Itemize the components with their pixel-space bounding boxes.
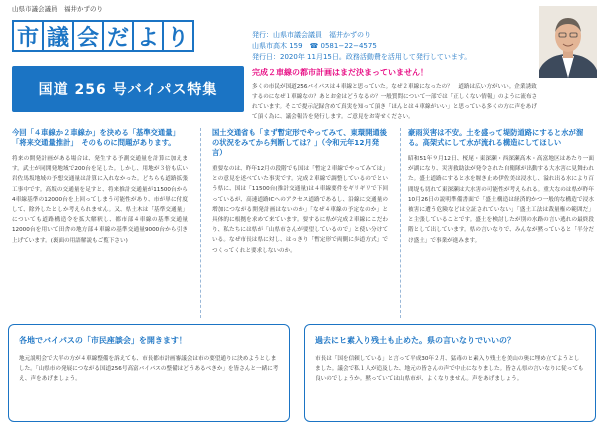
masthead-char: 市 <box>12 20 44 52</box>
masthead-char: だ <box>102 20 134 52</box>
box-body: 地元説明会で大半の方が４車線整備を訴えても、市長都市計画審議会は市の要望通りに決めようとしました。「山県市の発展につながる国道256号高富バイパスの整備はどうあるべきか」を皆さんと一緒に考え、声をあげましょう。 <box>19 356 279 382</box>
article-column-3 <box>408 128 594 246</box>
box-title: 各地でバイパスの「市民座談会」を開きます！ <box>19 336 187 345</box>
box-title: 過去にヒ素入り残土も止めた。県の言いなりでいいの？ <box>315 336 515 345</box>
info-box-arsenic <box>304 324 596 422</box>
masthead-char: り <box>162 20 194 52</box>
intro-text: 多くの市民が国道256バイパスは４車線と思っていた。なぜ２車線になったの？ 道路は広い方がいい。企業誘致するのになぜ１車線なの？あとお金はどうなるの？一般質問について一部では「正しくない情報」のように流布されています。そこで提示記録含めて真実を知って頂き「ほんとは４車線がいい」と思っている多くの方に声をあげて頂く為に、議会報告を発行します。ご意見をお寄せください。 <box>252 84 538 120</box>
publisher-line: 発行日：2020年 11月15日。政務活動費を活用して発行しています。 <box>252 53 472 61</box>
publisher-line: 発行：山県市議会議員 福井かずのり <box>252 31 371 39</box>
column-divider <box>200 128 201 318</box>
header-small-label: 山県市議会議員 福井かずのり <box>12 5 103 13</box>
masthead-char: 会 <box>72 20 104 52</box>
masthead <box>12 20 192 52</box>
box-body: 市長は「国を信頼している」と言って平成30年２月、猛毒のヒ素入り残土を美山の奥に埋め立てようとしました。議会で私１人が追及した、地元の皆さんの声で中止になりました。皆さん県の言いなりに従っても良いのでしょうか。黙っていては山県市が、よくなりません。声をあげましょう。 <box>315 356 584 382</box>
article-column-1 <box>12 128 188 246</box>
headline: 完成２車線の都市計画はまだ決まっていません！ <box>252 68 428 77</box>
article-heading: 豪雨災害は不安。土を盛って堤防道路にすると水が溜る。高架式にして水が流れる構造にしてほしい <box>408 128 584 147</box>
author-photo <box>539 6 597 78</box>
article-body: 重要なのは、昨年12月の段階でも国は「暫定２車線でやってみては」との意見を述べていた事実です。完成２車線で調整しているのでという県に、国は「11500台(推計交通量)は４車線要件をギリギリで下回っているが、高速道路ICへのアクセス道路であるし、沿線に交通量の増加につながる開発計画はないのか」「なぜ４車線の予定なのか」と具体的に根拠を求めて来ています。要するに県が完成２車線にこだわり、私たちには県が「山県市さんが要望しているので」と使い分けている。なぜ市長は県に対し、はっきり「暫定形で両側に歩道方式」でつくってくれと要求しないのか。 <box>212 166 388 254</box>
article-heading: 国土交通省も「まず暫定形でやってみて、東環開通後の状況をみてから判断しては？」（令和元年12月発言） <box>212 128 387 157</box>
article-body: 昭和51年９月12日、桜尾・東深瀬・西深瀬高木・高富地区はあたり一面が湖になり、災害救助法が発令された自衛隊が出動する大水害に見舞われた。盛土道路にすると水を堰き止め伊佐美は浸水し、溢れ出る水により百間堤も切れて東深瀬は大水害の可能性が考えられる。重大なのは県が昨年10月26日の説明準備書面で「盛土構造は経済的かつ一般的な構造で浸水被害に遭う危険などは立証されていない」「盛土工法は裁量権の範囲だ」と主張していることです。盛土を検討したが別の水路の言い逃れの最終段階として出しています。県の言いなりで、みんなが黙っていると「半分だけ盛土」で事業が進みます。 <box>408 156 594 244</box>
column-divider <box>400 128 401 318</box>
info-box-forum <box>8 324 290 422</box>
publisher-line: 山県市高木 159 ☎ 0581−22−4575 <box>252 42 377 50</box>
article-column-2 <box>212 128 388 256</box>
masthead-char: よ <box>132 20 164 52</box>
feature-banner: 国道 256 号バイパス特集 <box>12 66 244 112</box>
publisher-info <box>252 30 471 63</box>
article-body: 将来の開発計画がある場合は、発生する予測交通量を計算に加えます。武士が同開発地域で200台を足した。しかし、用地が３倍も広い岩佐馬坂地域の予想交通量は計算に入れなかった。どちらも道路拡張工事中です。高坂の交通量を足すと、将来推計交通量が11500台から4車線基準の12000台を上回ってしまう可能性があり、市が単に付度して、除外したとしか考えられません。又、県土木は「基準交通量」についても道路構造令を拡大解釈し、都市部４車線の基準交通量12000台を用いて田舎の地方部４車線の基準交通量9000台から引き上げています。(裏面の用語解説もご覧下さい) <box>12 156 188 244</box>
masthead-char: 議 <box>42 20 74 52</box>
article-heading: 今回「４車線か２車線か」を決める「基準交通量」「将来交通量推計」 そのものに問題があります。 <box>12 128 180 147</box>
portrait-icon <box>539 6 597 78</box>
